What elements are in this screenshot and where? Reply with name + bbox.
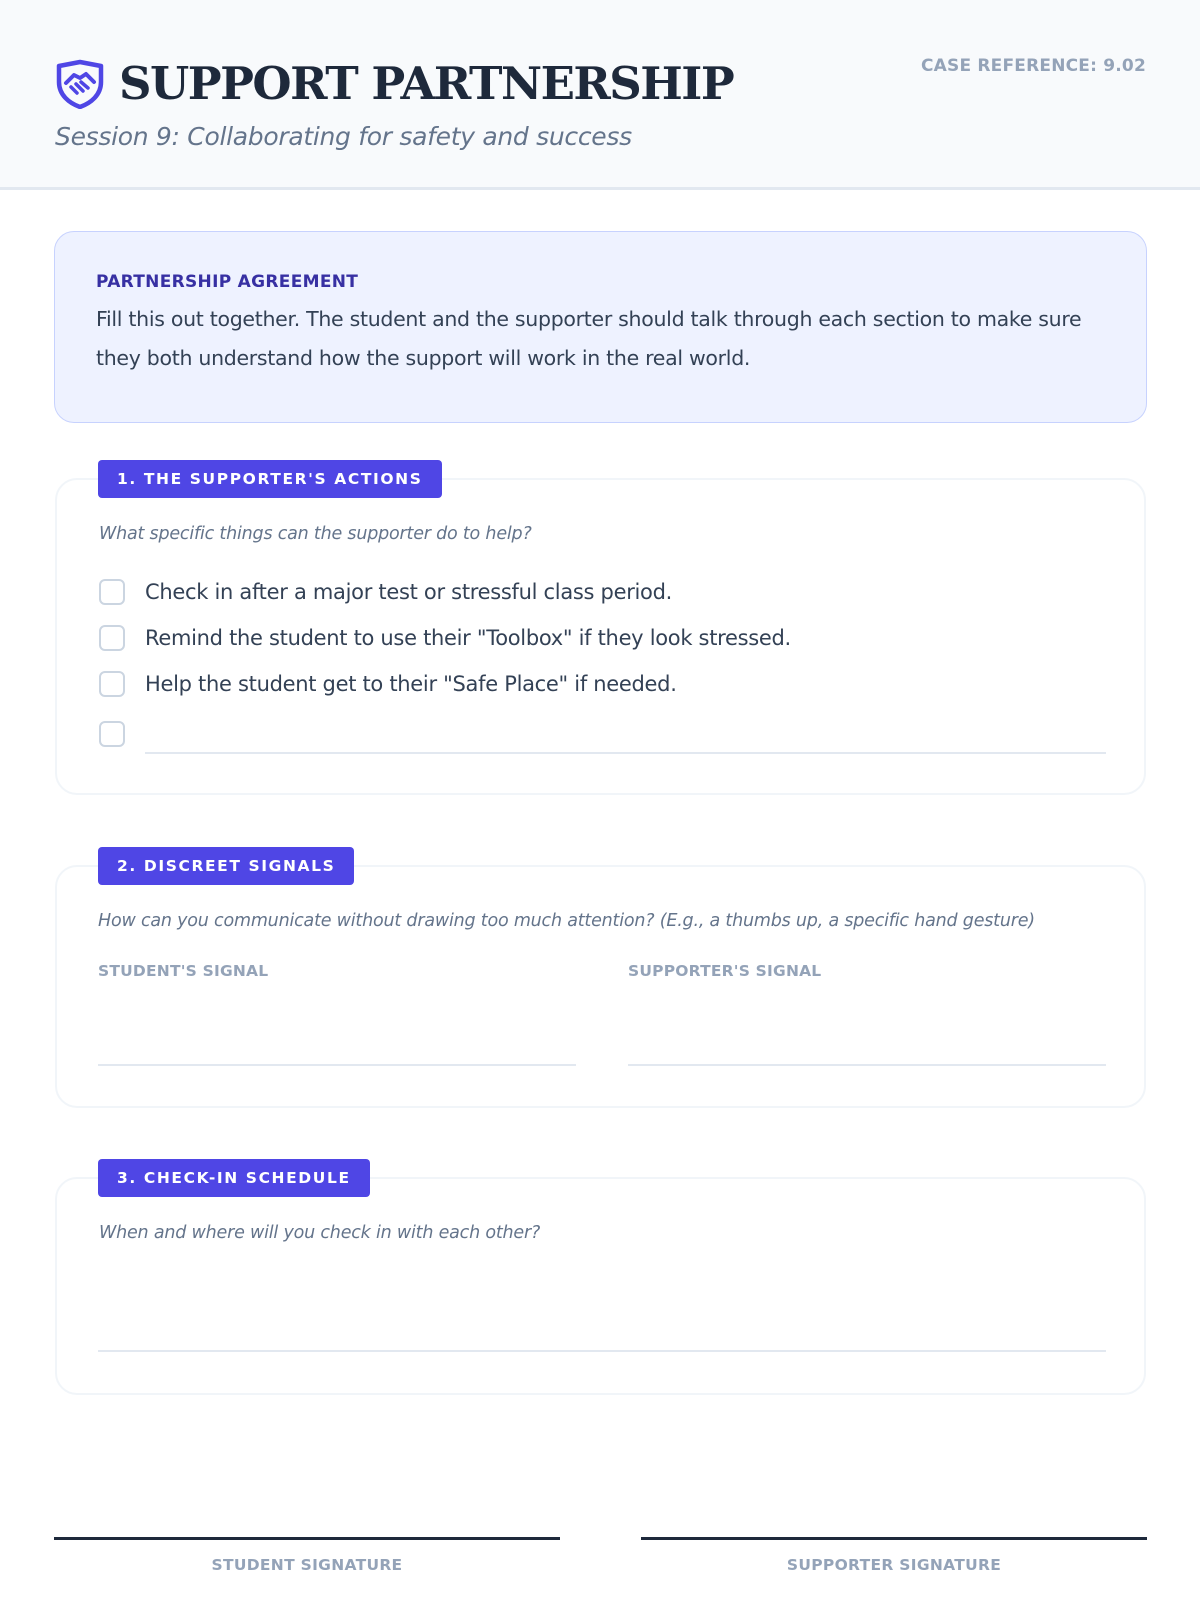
checklist-item[interactable] xyxy=(99,577,672,607)
checkbox[interactable] xyxy=(99,579,125,605)
checkbox[interactable] xyxy=(99,671,125,697)
section-discreet-signals xyxy=(55,857,1146,1108)
student-signature-label: STUDENT SIGNATURE xyxy=(211,1556,403,1574)
section-prompt: When and where will you check in with each other? xyxy=(99,1223,541,1243)
section-prompt: How can you communicate without drawing too much attention? (E.g., a thumbs up, a specific hand gesture) xyxy=(98,911,1035,931)
section-prompt: What specific things can the supporter do to help? xyxy=(99,524,532,544)
checklist-item-blank[interactable] xyxy=(99,719,125,749)
check-in-schedule-field[interactable] xyxy=(98,1350,1106,1352)
checkbox[interactable] xyxy=(99,721,125,747)
page-title: SUPPORT PARTNERSHIP xyxy=(119,57,734,110)
supporter-signal-field[interactable] xyxy=(628,1064,1106,1066)
page-subtitle: Session 9: Collaborating for safety and success xyxy=(55,122,632,151)
section-label: 1. THE SUPPORTER'S ACTIONS xyxy=(98,460,442,498)
checkbox[interactable] xyxy=(99,625,125,651)
handshake-shield-icon xyxy=(55,59,105,109)
checklist-item[interactable] xyxy=(99,669,677,699)
partnership-agreement-callout xyxy=(54,231,1147,423)
agreement-title: PARTNERSHIP AGREEMENT xyxy=(96,272,359,292)
supporter-signature-line[interactable] xyxy=(641,1537,1147,1540)
supporter-signature-label: SUPPORTER SIGNATURE xyxy=(786,1556,1002,1574)
student-signature-line[interactable] xyxy=(54,1537,560,1540)
supporter-signal-label: SUPPORTER'S SIGNAL xyxy=(628,962,822,980)
case-reference: CASE REFERENCE: 9.02 xyxy=(920,56,1146,76)
checklist-item-label: Remind the student to use their "Toolbox" if they look stressed. xyxy=(145,626,791,650)
section-label: 2. DISCREET SIGNALS xyxy=(98,847,354,885)
checklist-item[interactable] xyxy=(99,623,791,653)
agreement-text: Fill this out together. The student and the supporter should talk through each section to make sure they both understand how the support will work in the real world. xyxy=(96,307,1082,370)
page-header xyxy=(0,0,1200,190)
checklist-item-label: Check in after a major test or stressful class period. xyxy=(145,580,673,604)
section-label: 3. CHECK-IN SCHEDULE xyxy=(98,1159,370,1197)
section-supporter-actions xyxy=(55,470,1146,795)
blank-write-in-line[interactable] xyxy=(145,752,1106,754)
student-signal-field[interactable] xyxy=(98,1064,576,1066)
student-signal-label: STUDENT'S SIGNAL xyxy=(98,962,269,980)
section-check-in-schedule xyxy=(55,1169,1146,1395)
checklist-item-label: Help the student get to their "Safe Place" if needed. xyxy=(145,672,677,696)
brand xyxy=(55,56,733,112)
